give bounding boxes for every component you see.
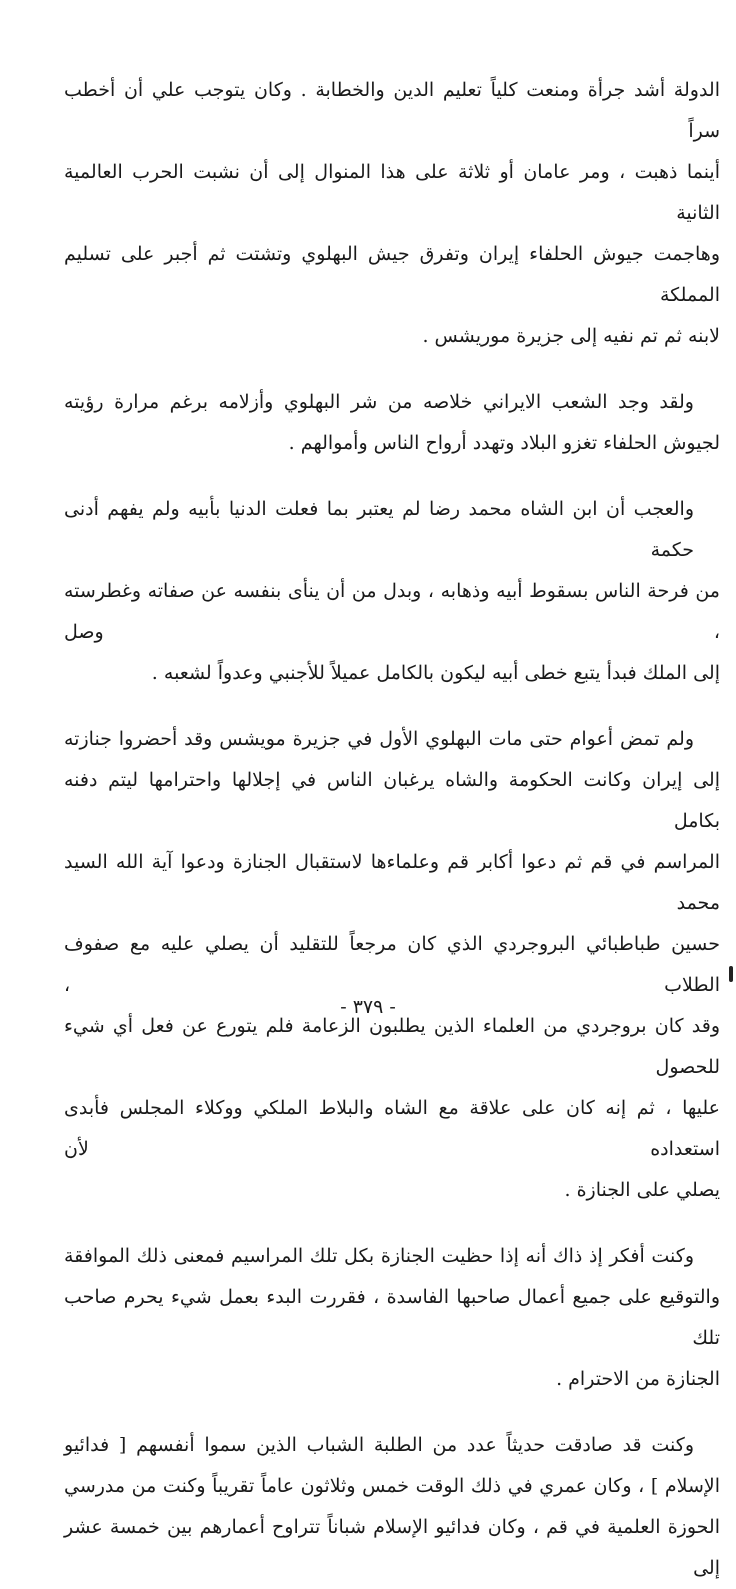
text-line: المراسم في قم ثم دعوا أكابر قم وعلماءها لاستقبال الجنازة ودعوا آية الله السيد محمد (64, 851, 720, 914)
text-line: الجنازة من الاحترام . (556, 1368, 720, 1390)
page-number: - ٣٧٩ - (340, 996, 396, 1018)
paragraph-6 (64, 1425, 720, 1589)
text-line: وقد كان بروجردي من العلماء الذين يطلبون الزعامة فلم يتورع عن فعل أي شيء للحصول (64, 1015, 720, 1078)
paragraph-2 (64, 382, 720, 464)
text-line: وهاجمت جيوش الحلفاء إيران وتفرق جيش البهلوي وتشتت ثم أجبر على تسليم المملكة (64, 243, 720, 306)
text-line: وكنت أفكر إذ ذاك أنه إذا حظيت الجنازة بكل تلك المراسيم فمعنى ذلك الموافقة (64, 1245, 694, 1267)
text-line: الإسلام ] ، وكان عمري في ذلك الوقت خمس وثلاثون عاماً تقريباً وكنت من مدرسي (64, 1475, 720, 1497)
text-line: وكنت قد صادقت حديثاً عدد من الطلبة الشباب الذين سموا أنفسهم [ فدائيو (64, 1434, 694, 1456)
page-body (64, 70, 720, 1589)
text-line: حسين طباطبائي البروجردي الذي كان مرجعاً للتقليد أن يصلي عليه مع صفوف الطلاب ، (64, 933, 720, 996)
text-line: من فرحة الناس بسقوط أبيه وذهابه ، وبدل من أن ينأى بنفسه عن صفاته وغطرسته ، وصل (64, 580, 720, 643)
text-line: عليها ، ثم إنه كان على علاقة مع الشاه والبلاط الملكي ووكلاء المجلس فأبدى استعداده لأن (64, 1097, 720, 1160)
paragraph-5 (64, 1236, 720, 1400)
text-line: لابنه ثم تم نفيه إلى جزيرة موريشس . (422, 325, 720, 347)
text-line: والعجب أن ابن الشاه محمد رضا لم يعتبر بما فعلت الدنيا بأبيه ولم يفهم أدنى حكمة (64, 498, 694, 561)
text-line: أينما ذهبت ، ومر عامان أو ثلاثة على هذا المنوال إلى أن نشبت الحرب العالمية الثانية (64, 161, 720, 224)
text-line: يصلي على الجنازة . (564, 1179, 720, 1201)
paragraph-3 (64, 489, 720, 694)
text-line: الحوزة العلمية في قم ، وكان فدائيو الإسلام شباناً تتراوح أعمارهم بين خمسة عشر إلى (64, 1516, 720, 1579)
paragraph-1 (64, 70, 720, 357)
text-line: لجيوش الحلفاء تغزو البلاد وتهدد أرواح الناس وأموالهم . (288, 432, 720, 454)
text-line: إلى الملك فبدأ يتبع خطى أبيه ليكون بالكامل عميلاً للأجنبي وعدواً لشعبه . (151, 662, 720, 684)
scan-edge-mark (729, 966, 733, 982)
paragraph-4 (64, 719, 720, 1211)
text-line: والتوقيع على جميع أعمال صاحبها الفاسدة ، فقررت البدء بعمل شيء يحرم صاحب تلك (64, 1286, 720, 1349)
text-line: ولم تمض أعوام حتى مات البهلوي الأول في جزيرة مويشس وقد أحضروا جنازته (64, 728, 694, 750)
text-line: ولقد وجد الشعب الايراني خلاصه من شر البهلوي وأزلامه برغم مرارة رؤيته (64, 391, 694, 413)
text-line: إلى إيران وكانت الحكومة والشاه يرغبان الناس في إجلالها واحترامها ليتم دفنه بكامل (64, 769, 720, 832)
text-line: الدولة أشد جرأة ومنعت كلياً تعليم الدين والخطابة . وكان يتوجب علي أن أخطب سراً (64, 79, 720, 142)
